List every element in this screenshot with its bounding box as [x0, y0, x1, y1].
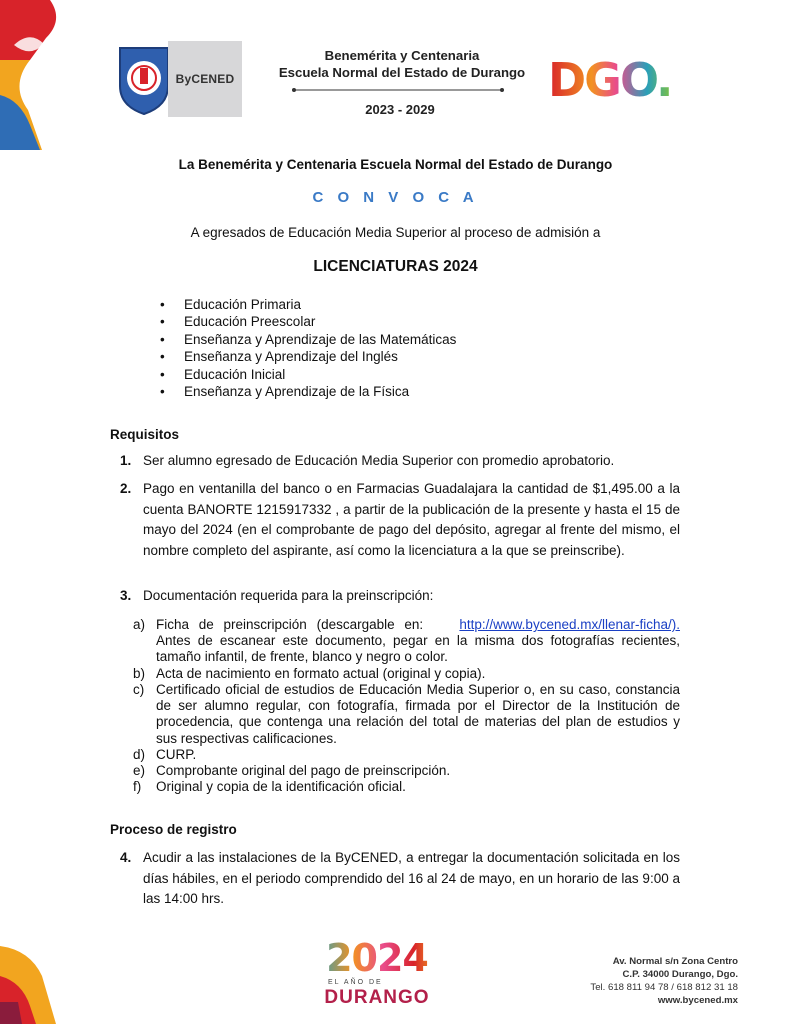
bycened-logo: ByCENED: [168, 41, 242, 117]
durango-2024-logo: [316, 938, 438, 1010]
audience-text: A egresados de Educación Media Superior al proceso de admisión a: [190, 225, 601, 240]
ficha-link[interactable]: http://www.bycened.mx/llenar-ficha/).: [459, 617, 680, 632]
doc-item-c: [133, 682, 680, 747]
doc-text: Acta de nacimiento en formato actual (original y copia).: [156, 666, 486, 681]
doc-item-d: [133, 747, 680, 763]
convoca-heading: C O N V O C A: [312, 189, 479, 206]
doc-text: Certificado oficial de estudios de Educación Media Superior o, en su caso, constancia de ser alumno regular, con fotografía, firmada por el Director de la Institución de procedencia, que contenga una relación del total de materias del plan de estudios y sus respectivas calificaciones.: [156, 682, 680, 746]
list-item: • Educación Primaria: [160, 296, 456, 313]
doc-letter: b): [133, 666, 146, 681]
doc-text: CURP.: [156, 747, 197, 762]
term-years: 2023 - 2029: [365, 102, 435, 117]
decorative-corner-bottom: [0, 946, 56, 1024]
school-title-line2: Escuela Normal del Estado de Durango: [278, 65, 526, 80]
decorative-corner-top: [0, 0, 64, 155]
institution-name: La Benemérita y Centenaria Escuela Normal del Estado de Durango: [178, 157, 613, 172]
page-title: LICENCIATURAS 2024: [313, 258, 478, 275]
doc-letter: e): [133, 763, 146, 778]
doc-item-e: [133, 763, 680, 779]
contact-address: [560, 955, 738, 1007]
item-number: 2.: [120, 481, 132, 496]
logo-name: DURANGO: [324, 987, 430, 1008]
doc-letter: f): [133, 779, 142, 794]
school-title: [262, 47, 542, 81]
header-divider: [292, 86, 504, 94]
item-number: 4.: [120, 850, 132, 865]
doc-text: Original y copia de la identificación oficial.: [156, 779, 406, 794]
doc-a-suffix: Antes de escanear este documento, pegar en la misma dos fotografías recientes, tamaño infantil, de frente, blanco y negro o color.: [156, 633, 680, 665]
requirement-1: Ser alumno egresado de Educación Media Superior con promedio aprobatorio.: [143, 453, 615, 468]
doc-text: [156, 617, 680, 666]
list-item: • Enseñanza y Aprendizaje de la Física: [160, 383, 456, 400]
school-title-line1: Benemérita y Centenaria: [324, 48, 480, 63]
website: www.bycened.mx: [657, 995, 738, 1006]
doc-a-prefix: Ficha de preinscripción (descargable en:: [156, 617, 424, 632]
address-line1: Av. Normal s/n Zona Centro: [612, 956, 738, 967]
list-item: • Educación Preescolar: [160, 313, 456, 330]
doc-letter: a): [133, 617, 146, 632]
list-item: • Enseñanza y Aprendizaje del Inglés: [160, 348, 456, 365]
doc-item-b: [133, 666, 680, 682]
program-list: [160, 296, 456, 400]
logo-tagline: EL AÑO DE: [328, 979, 383, 986]
registration-step-4: Acudir a las instalaciones de la ByCENED, a entregar la documentación solicitada en los días hábiles, en el periodo comprendido del 16 al 24 de mayo, en un horario de las 9:00 a las 14:00 hrs.: [143, 850, 680, 907]
phone-number: Tel. 618 811 94 78 / 618 812 31 18: [590, 982, 738, 993]
doc-letter: d): [133, 747, 146, 762]
section-title-requisitos: Requisitos: [110, 427, 180, 442]
doc-letter: c): [133, 682, 145, 697]
dgo-logo-text: DGO.: [548, 53, 672, 107]
item-number: 1.: [120, 453, 132, 468]
list-item: • Educación Inicial: [160, 366, 456, 383]
requirement-3: Documentación requerida para la preinscripción:: [143, 588, 434, 603]
section-title-registro: Proceso de registro: [110, 822, 237, 837]
doc-text: Comprobante original del pago de preinscripción.: [156, 763, 451, 778]
doc-item-f: [133, 779, 680, 795]
school-shield-logo: [116, 44, 172, 116]
list-item: • Enseñanza y Aprendizaje de las Matemáticas: [160, 331, 456, 348]
doc-item-a: [133, 617, 680, 666]
dgo-logo: [548, 53, 688, 112]
item-number: 3.: [120, 588, 132, 603]
logo-year: 2024: [316, 938, 438, 978]
requirement-2: Pago en ventanilla del banco o en Farmacias Guadalajara la cantidad de $1,495.00 a la cuenta BANORTE 1215917332 , a partir de la publicación de la presente y hasta el 15 de mayo del 2024 (en el comprobante de pago del depósito, agregar al frente del mismo, el nombre completo del aspirante, así como la licenciatura a la que se preinscribe).: [143, 481, 680, 558]
address-line2: C.P. 34000 Durango, Dgo.: [622, 969, 738, 980]
